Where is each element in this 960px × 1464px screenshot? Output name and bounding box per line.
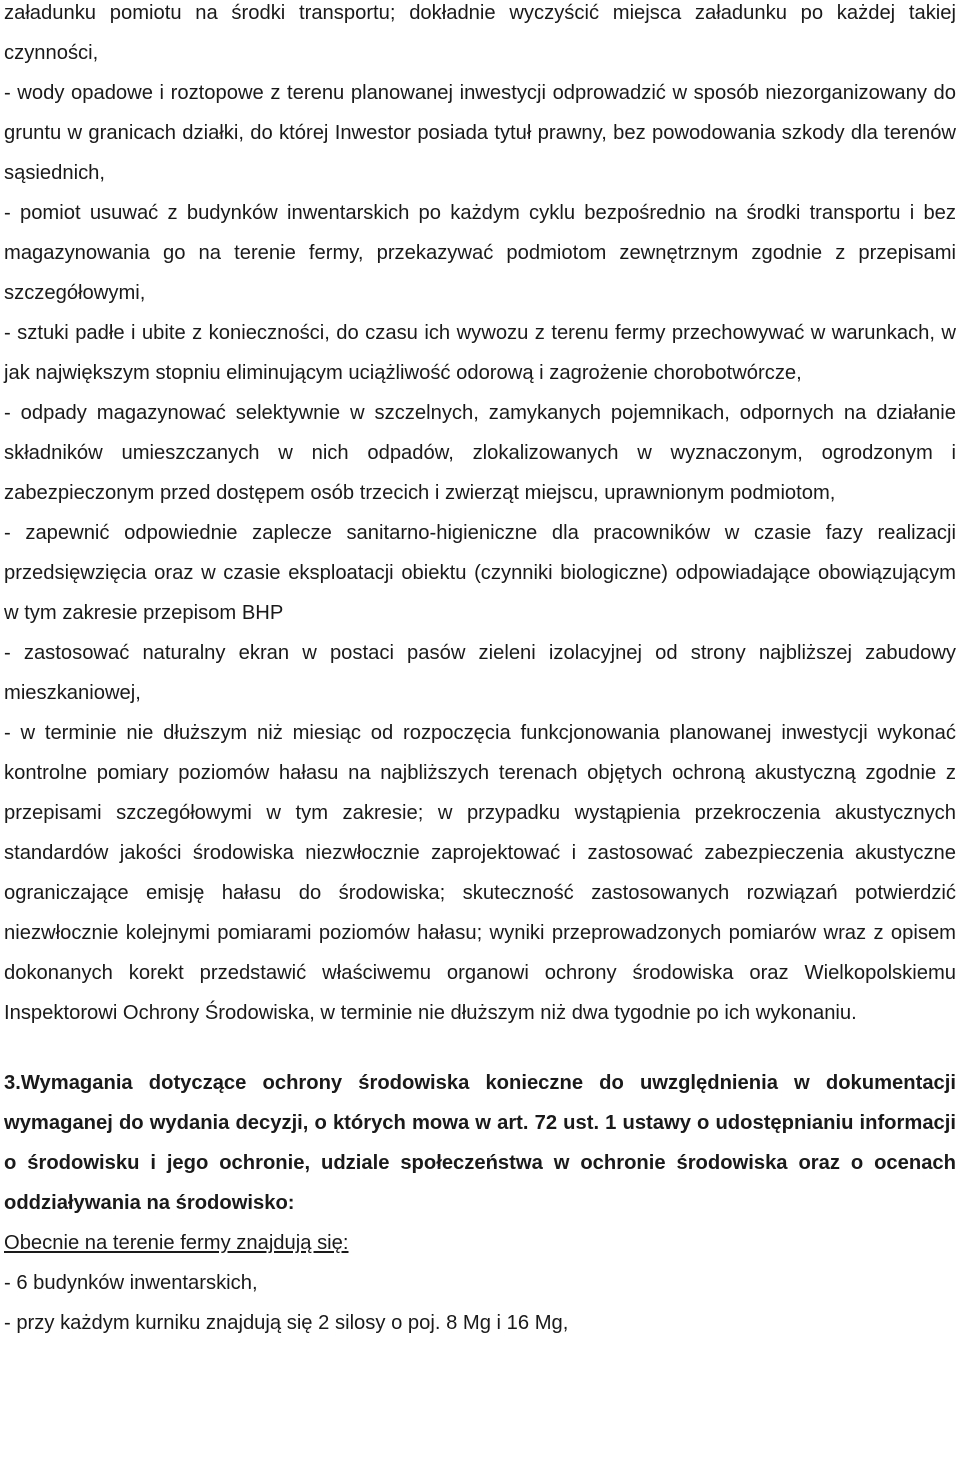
paragraph-sanitary-facilities: - zapewnić odpowiednie zaplecze sanitarno-higieniczne dla pracowników w czasie fazy realizacji przedsięwzięcia oraz w czasie eksploatacji obiektu (czynniki biologiczne) odpowiadające obowiązującym w tym zakresie przepisom BHP <box>4 522 956 624</box>
paragraph-waste-storage: - odpady magazynować selektywnie w szczelnych, zamykanych pojemnikach, odpornych na działanie składników umieszczanych w nich odpadów, zlokalizowanych w wyznaczonym, ogrodzonym i zabezpieczonym przed dostępem osób trzecich i zwierząt miejscu, uprawnionym podmiotom, <box>4 402 956 504</box>
paragraph-loading-cleanup: załadunku pomiotu na środki transportu; dokładnie wyczyścić miejsca załadunku po każdej takiej czynności, <box>4 2 956 64</box>
subheading: Obecnie na terenie fermy znajdują się: <box>4 1232 349 1254</box>
paragraph-manure-removal: - pomiot usuwać z budynków inwentarskich po każdym cyklu bezpośrednio na środki transportu i bez magazynowania go na terenie fermy, przekazywać podmiotom zewnętrznym zgodnie z przepisami szczegółowymi, <box>4 202 956 304</box>
paragraph-dead-animals: - sztuki padłe i ubite z konieczności, do czasu ich wywozu z terenu fermy przechowywać w warunkach, w jak największym stopniu eliminującym uciążliwość odorową i zagrożenie chorobotwórcze, <box>4 322 956 384</box>
paragraph-noise-measurements: - w terminie nie dłuższym niż miesiąc od rozpoczęcia funkcjonowania planowanej inwestycji wykonać kontrolne pomiary poziomów hałasu na najbliższych terenach objętych ochroną akustyczną zgodnie z przepisami szczegółowymi w tym zakresie; w przypadku wystąpienia przekroczenia akustycznych standardów jakości środowiska niezwłocznie zaprojektować i zastosować zabezpieczenia akustyczne ograniczające emisję hałasu do środowiska; skuteczność zastosowanych rozwiązań potwierdzić niezwłocznie kolejnymi pomiarami poziomów hałasu; wyniki przeprowadzonych pomiarów wraz z opisem dokonanych korekt przedstawić właściwemu organowi ochrony środowiska oraz Wielkopolskiemu Inspektorowi Ochrony Środowiska, w terminie nie dłuższym niż dwa tygodnie po ich wykonaniu. <box>4 722 956 1024</box>
paragraph-green-screen: - zastosować naturalny ekran w postaci pasów zieleni izolacyjnej od strony najbliższej zabudowy mieszkaniowej, <box>4 642 956 704</box>
list-item: - przy każdym kurniku znajdują się 2 silosy o poj. 8 Mg i 16 Mg, <box>4 1312 569 1334</box>
section-gap <box>4 1033 956 1063</box>
document-page <box>4 0 956 1343</box>
list-item: - 6 budynków inwentarskich, <box>4 1272 258 1294</box>
paragraph-rainwater: - wody opadowe i roztopowe z terenu planowanej inwestycji odprowadzić w sposób niezorganizowany do gruntu w granicach działki, do której Inwestor posiada tytuł prawny, bez powodowania szkody dla terenów sąsiednich, <box>4 82 956 184</box>
section-heading: 3.Wymagania dotyczące ochrony środowiska konieczne do uwzględnienia w dokumentacji wymaganej do wydania decyzji, o których mowa w art. 72 ust. 1 ustawy o udostępnianiu informacji o środowisku i jego ochronie, udziale społeczeństwa w ochronie środowiska oraz o ocenach oddziaływania na środowisko: <box>4 1072 956 1214</box>
